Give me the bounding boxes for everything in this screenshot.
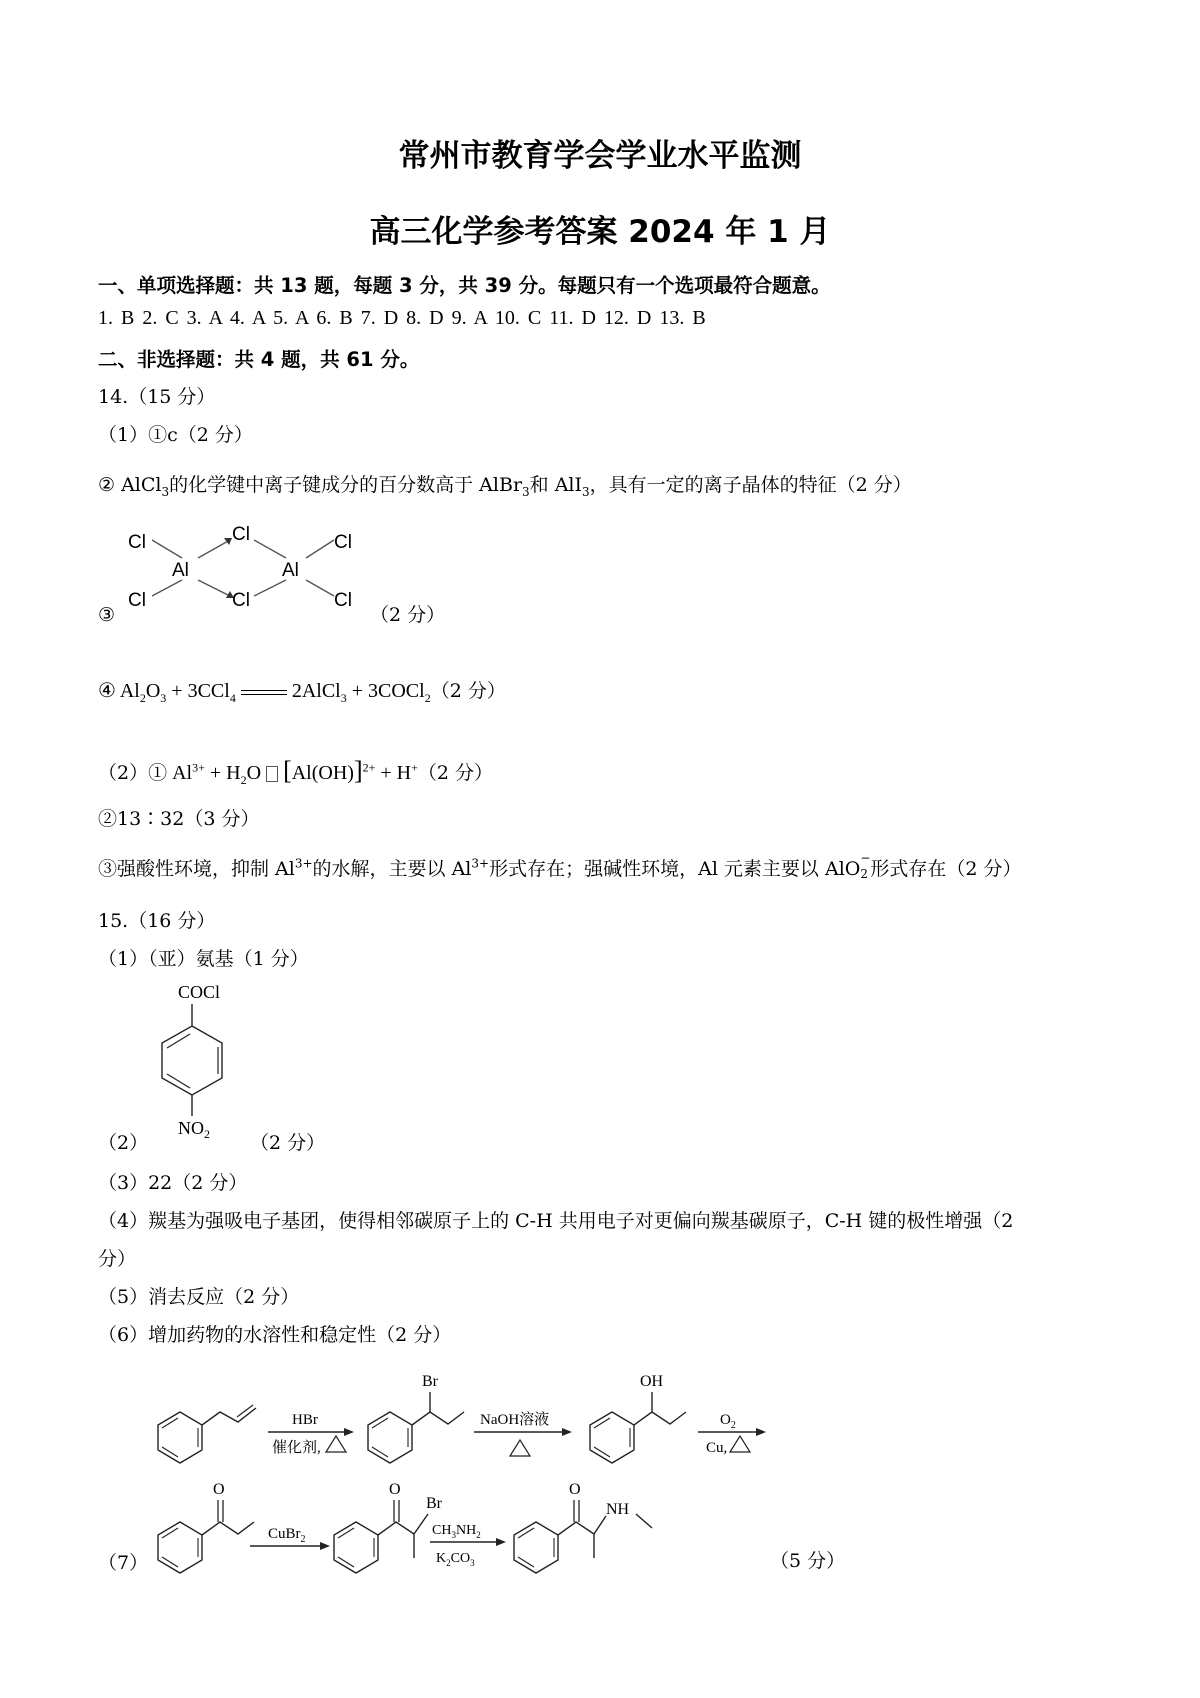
q14-1-3-mark: ③	[98, 604, 116, 626]
svg-text:CuBr2: CuBr$_2$	[268, 1526, 306, 1545]
q15-1: （1）（亚）氨基（1 分）	[98, 948, 309, 970]
q14-1-4: ④ $Al_2O_3 + 3CCl_4$ 2AlCl$_3$ + 3COCl$_2$（2 分）	[98, 680, 506, 705]
page-subtitle: 高三化学参考答案 2024 年 1 月	[369, 214, 831, 250]
o-label: O	[389, 1481, 401, 1498]
reagent-naoh: NaOH溶液	[480, 1412, 550, 1428]
svg-text:O2: $O_2$	[720, 1412, 736, 1431]
svg-text:CH3NH2: $CH_3NH_2$	[432, 1523, 481, 1540]
al-atom: Al	[172, 560, 189, 581]
q14-2-1: （2）① $Al^{3+} + H_2O$ $[Al(OH)]^{2+} + H^+(2$ 分）	[98, 756, 494, 787]
q15-4-b: 分）	[98, 1248, 137, 1270]
al-atom: Al	[282, 560, 299, 581]
reagent-ch3nh2: CH	[432, 1523, 452, 1538]
cl-atom: Cl	[232, 590, 250, 611]
svg-text:NO2: $NO_2$	[178, 1118, 210, 1141]
q14-1-3-score: （2 分）	[370, 604, 446, 626]
q15-2-score: （2 分）	[250, 1132, 326, 1154]
q15-3: （3）22（2 分）	[98, 1172, 248, 1194]
q14-1-1: （1）①c（2 分）	[98, 424, 253, 446]
oh-label: OH	[640, 1373, 664, 1390]
reagent-o2: O	[720, 1412, 731, 1428]
reagent-hbr: HBr	[292, 1412, 318, 1428]
br-label: Br	[426, 1495, 442, 1512]
reagent-cubr2: CuBr	[268, 1526, 301, 1542]
synthesis-route-row2	[150, 1470, 710, 1590]
section2-heading: 二、非选择题：共 4 题，共 61 分。	[98, 348, 420, 371]
q14-2-2: ②13∶32（3 分）	[98, 808, 260, 830]
br-label: Br	[422, 1373, 438, 1390]
q14-label: 14.（15 分）	[98, 386, 216, 408]
mc-answer-list: 1. B 2. C 3. A 4. A 5. A 6. B 7. D 8. D 9. A 10. C 11. D 12. D 13. B	[98, 307, 706, 329]
q15-4-a: （4）羰基为强吸电子基团，使得相邻碳原子上的 C-H 共用电子对更偏向羰基碳原子，C-H 键的极性增强（2	[98, 1210, 1014, 1232]
reagent-cu: Cu,	[706, 1440, 728, 1456]
q14-1-2: ② AlCl$_3$的化学键中离子键成分的百分数高于 AlBr$_3$和 AlI$_3$，具有一定的离子晶体的特征（2 分）	[98, 474, 912, 499]
section1-heading: 一、单项选择题：共 13 题，每题 3 分，共 39 分。每题只有一个选项最符合题意。	[98, 274, 831, 297]
reagent-catalyst: 催化剂,	[272, 1440, 321, 1456]
q15-label: 15.（16 分）	[98, 910, 216, 932]
no2-label: NO	[178, 1118, 204, 1138]
q15-7-score: （5 分）	[770, 1550, 846, 1572]
q15-6: （6）增加药物的水溶性和稳定性（2 分）	[98, 1324, 452, 1346]
cl-atom: Cl	[128, 590, 146, 611]
o-label: O	[569, 1481, 581, 1498]
reagent-k2co3: K	[436, 1551, 447, 1566]
svg-text:K2CO3: $K_2CO_3$	[436, 1551, 475, 1568]
q14-2-3: ③强酸性环境，抑制 $Al^{3+}$的水解，主要以 $Al^{3+}$形式存在；强碱性环境，Al 元素主要以 AlO − 2 形式存在（2 分）	[98, 851, 1022, 881]
cl-atom: Cl	[334, 590, 352, 611]
q15-7-mark: （7）	[98, 1552, 149, 1574]
synthesis-route-row1	[150, 1360, 770, 1480]
nitrobenzoyl-chloride-structure	[150, 978, 260, 1148]
cl-atom: Cl	[128, 532, 146, 553]
page-title: 常州市教育学会学业水平监测	[398, 138, 802, 174]
cocl-label: COCl	[178, 982, 221, 1002]
o-label: O	[213, 1481, 225, 1498]
q15-2-mark: （2）	[98, 1132, 149, 1154]
cl-atom: Cl	[232, 524, 250, 545]
nh-label: NH	[606, 1501, 630, 1518]
cl-atom: Cl	[334, 532, 352, 553]
al2cl6-structure	[120, 518, 380, 618]
q15-5: （5）消去反应（2 分）	[98, 1286, 300, 1308]
